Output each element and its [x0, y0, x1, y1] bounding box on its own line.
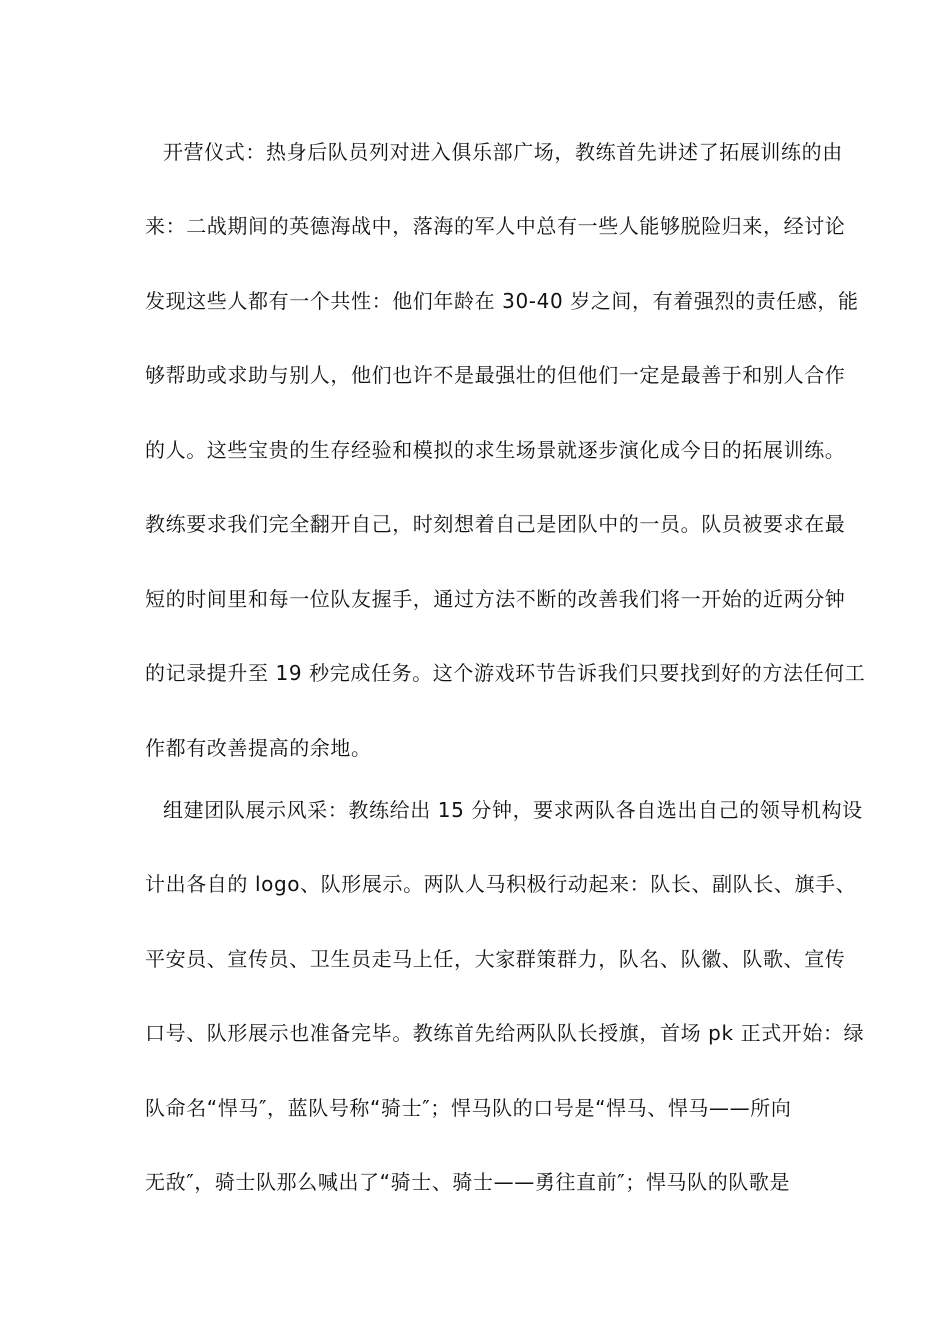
- paragraph-line: 的记录提升至 19 秒完成任务。这个游戏环节告诉我们只要找到好的方法任何工: [145, 661, 866, 685]
- paragraph-line: 口号、队形展示也准备完毕。教练首先给两队队长授旗，首场 pk 正式开始：绿: [145, 1021, 865, 1045]
- paragraph-line: 计出各自的 logo、队形展示。两队人马积极行动起来：队长、副队长、旗手、: [145, 872, 857, 896]
- paragraph-line: 平安员、宣传员、卫生员走马上任，大家群策群力，队名、队徽、队歌、宣传: [145, 947, 846, 971]
- paragraph-line: 的人。这些宝贵的生存经验和模拟的求生场景就逐步演化成今日的拓展训练。: [145, 438, 846, 462]
- paragraph-line: 作都有改善提高的余地。: [145, 736, 372, 760]
- paragraph-line: 短的时间里和每一位队友握手，通过方法不断的改善我们将一开始的近两分钟: [145, 587, 846, 611]
- paragraph-line: 来：二战期间的英德海战中，落海的军人中总有一些人能够脱险归来，经讨论: [145, 214, 846, 238]
- paragraph-line: 队命名“悍马″，蓝队号称“骑士″；悍马队的口号是“悍马、悍马——所向: [145, 1096, 792, 1120]
- paragraph-line: 发现这些人都有一个共性：他们年龄在 30-40 岁之间，有着强烈的责任感，能: [145, 289, 859, 313]
- paragraph-line: 够帮助或求助与别人，他们也许不是最强壮的但他们一定是最善于和别人合作: [145, 363, 846, 387]
- paragraph-line: 组建团队展示风采：教练给出 15 分钟，要求两队各自选出自己的领导机构设: [163, 798, 863, 822]
- paragraph-line: 开营仪式：热身后队员列对进入俱乐部广场，教练首先讲述了拓展训练的由: [163, 140, 843, 164]
- paragraph-line: 教练要求我们完全翻开自己，时刻想着自己是团队中的一员。队员被要求在最: [145, 512, 846, 536]
- paragraph-line: 无敌″，骑士队那么喊出了“骑士、骑士——勇往直前″；悍马队的队歌是: [145, 1170, 791, 1194]
